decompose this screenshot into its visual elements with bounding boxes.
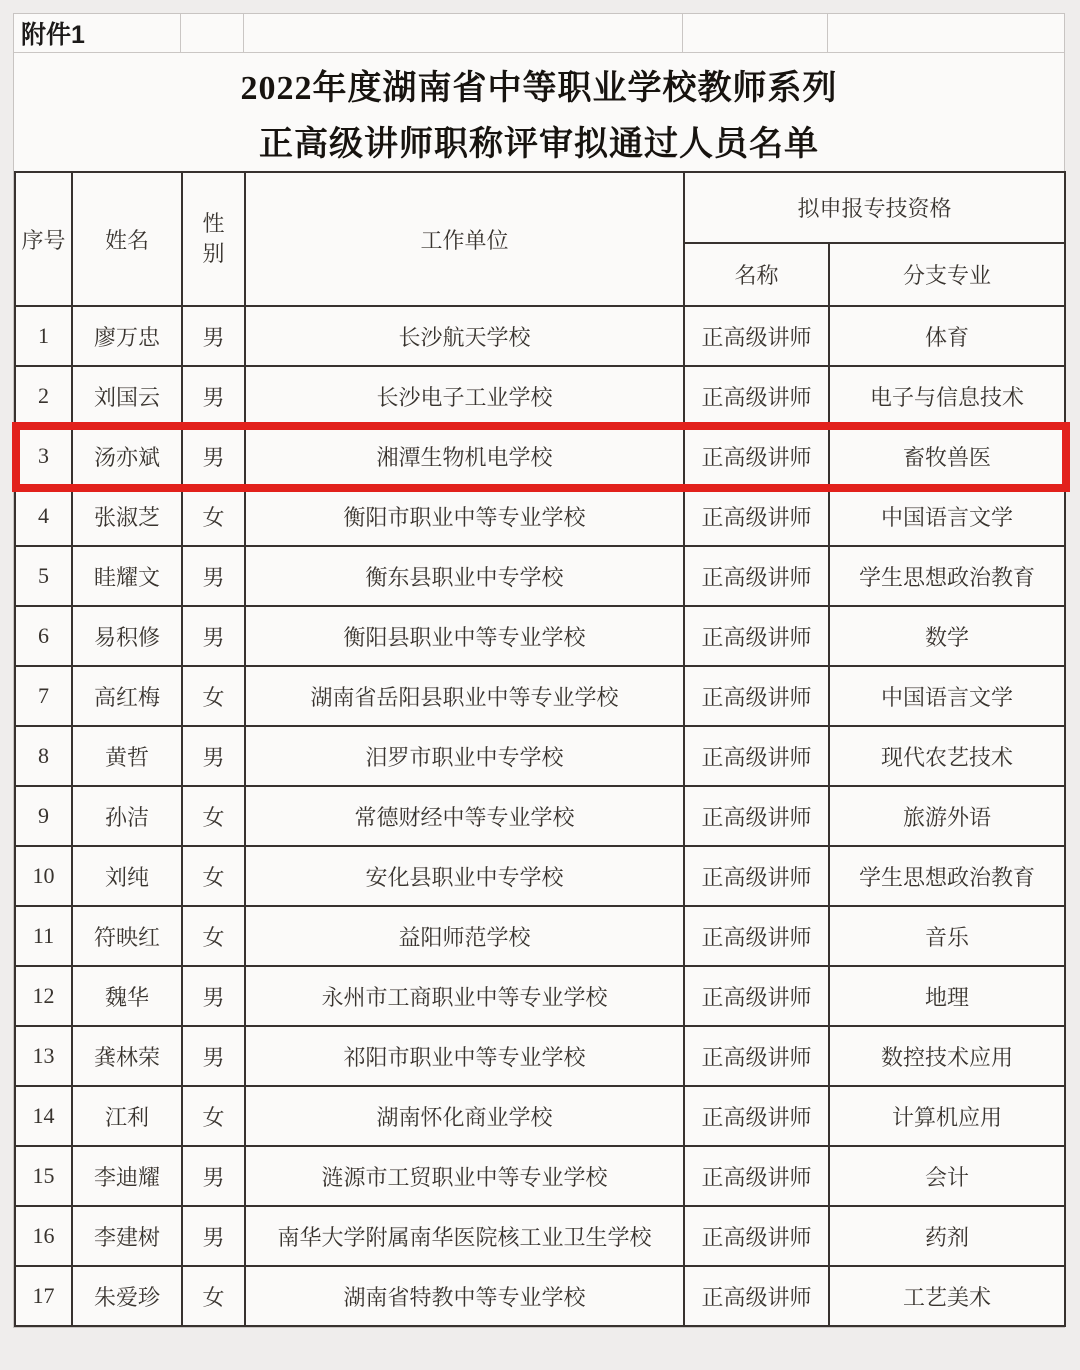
cell-branch-major: 学生思想政治教育: [829, 546, 1065, 606]
table-row: [15, 1266, 1065, 1326]
cell-work-unit: 长沙电子工业学校: [245, 366, 684, 426]
cell-branch-major: 工艺美术: [829, 1266, 1065, 1326]
cell-index: 14: [15, 1086, 72, 1146]
cell-branch-major: 药剂: [829, 1206, 1065, 1266]
header-qualification-name: 名称: [684, 243, 829, 306]
cell-qualification: 正高级讲师: [684, 726, 829, 786]
table-row: [15, 606, 1065, 666]
cell-name: 廖万忠: [72, 306, 182, 366]
cell-branch-major: 会计: [829, 1146, 1065, 1206]
cell-index: 12: [15, 966, 72, 1026]
cell-name: 江利: [72, 1086, 182, 1146]
grid-cell-empty: [828, 14, 1064, 52]
cell-name: 张淑芝: [72, 486, 182, 546]
cell-qualification: 正高级讲师: [684, 1026, 829, 1086]
table-row: [15, 486, 1065, 546]
table-row: [15, 546, 1065, 606]
cell-work-unit: 衡阳县职业中等专业学校: [245, 606, 684, 666]
grid-cell-empty: [683, 14, 828, 52]
cell-name: 李建树: [72, 1206, 182, 1266]
cell-branch-major: 音乐: [829, 906, 1065, 966]
cell-index: 3: [15, 426, 72, 486]
table-row: [15, 306, 1065, 366]
roster-table: [14, 171, 1066, 1327]
cell-branch-major: 中国语言文学: [829, 486, 1065, 546]
header-work-unit: 工作单位: [245, 172, 684, 306]
header-gender-label: 性别: [202, 211, 225, 266]
cell-index: 15: [15, 1146, 72, 1206]
cell-name: 汤亦斌: [72, 426, 182, 486]
cell-qualification: 正高级讲师: [684, 426, 829, 486]
cell-name: 朱爱珍: [72, 1266, 182, 1326]
cell-index: 2: [15, 366, 72, 426]
table-row: [15, 726, 1065, 786]
document-sheet: [13, 13, 1065, 1328]
cell-name: 易积修: [72, 606, 182, 666]
cell-branch-major: 体育: [829, 306, 1065, 366]
table-body: [15, 306, 1065, 1326]
cell-gender: 男: [182, 966, 245, 1026]
cell-gender: 男: [182, 546, 245, 606]
cell-branch-major: 数学: [829, 606, 1065, 666]
cell-branch-major: 数控技术应用: [829, 1026, 1065, 1086]
cell-work-unit: 衡阳市职业中等专业学校: [245, 486, 684, 546]
cell-qualification: 正高级讲师: [684, 486, 829, 546]
attachment-cell: [14, 14, 181, 52]
table-row: [15, 846, 1065, 906]
cell-branch-major: 现代农艺技术: [829, 726, 1065, 786]
cell-qualification: 正高级讲师: [684, 846, 829, 906]
cell-index: 4: [15, 486, 72, 546]
cell-branch-major: 计算机应用: [829, 1086, 1065, 1146]
cell-gender: 男: [182, 606, 245, 666]
header-branch-major: 分支专业: [829, 243, 1065, 306]
cell-work-unit: 益阳师范学校: [245, 906, 684, 966]
table-row: [15, 1206, 1065, 1266]
table-row: [15, 906, 1065, 966]
cell-index: 13: [15, 1026, 72, 1086]
cell-work-unit: 湖南怀化商业学校: [245, 1086, 684, 1146]
cell-name: 孙洁: [72, 786, 182, 846]
cell-gender: 女: [182, 906, 245, 966]
cell-index: 6: [15, 606, 72, 666]
cell-work-unit: 湘潭生物机电学校: [245, 426, 684, 486]
cell-work-unit: 衡东县职业中专学校: [245, 546, 684, 606]
cell-branch-major: 旅游外语: [829, 786, 1065, 846]
cell-work-unit: 涟源市工贸职业中等专业学校: [245, 1146, 684, 1206]
attachment-row: [14, 14, 1064, 53]
cell-index: 16: [15, 1206, 72, 1266]
cell-qualification: 正高级讲师: [684, 1206, 829, 1266]
cell-gender: 女: [182, 1266, 245, 1326]
table-header: [15, 172, 1065, 306]
cell-branch-major: 电子与信息技术: [829, 366, 1065, 426]
cell-gender: 男: [182, 726, 245, 786]
cell-index: 1: [15, 306, 72, 366]
cell-branch-major: 学生思想政治教育: [829, 846, 1065, 906]
cell-qualification: 正高级讲师: [684, 306, 829, 366]
header-index: 序号: [15, 172, 72, 306]
cell-qualification: 正高级讲师: [684, 606, 829, 666]
table-row: [15, 1026, 1065, 1086]
cell-qualification: 正高级讲师: [684, 906, 829, 966]
cell-qualification: 正高级讲师: [684, 786, 829, 846]
cell-qualification: 正高级讲师: [684, 366, 829, 426]
cell-qualification: 正高级讲师: [684, 666, 829, 726]
cell-name: 刘国云: [72, 366, 182, 426]
cell-name: 李迪耀: [72, 1146, 182, 1206]
table-row: [15, 426, 1065, 486]
cell-gender: 女: [182, 666, 245, 726]
header-name: 姓名: [72, 172, 182, 306]
table-row: [15, 666, 1065, 726]
cell-work-unit: 长沙航天学校: [245, 306, 684, 366]
cell-qualification: 正高级讲师: [684, 546, 829, 606]
cell-gender: 女: [182, 786, 245, 846]
cell-branch-major: 地理: [829, 966, 1065, 1026]
cell-qualification: 正高级讲师: [684, 966, 829, 1026]
header-qualification-group: 拟申报专技资格: [684, 172, 1065, 243]
cell-gender: 女: [182, 1086, 245, 1146]
cell-work-unit: 祁阳市职业中等专业学校: [245, 1026, 684, 1086]
table-row: [15, 966, 1065, 1026]
cell-work-unit: 南华大学附属南华医院核工业卫生学校: [245, 1206, 684, 1266]
cell-qualification: 正高级讲师: [684, 1266, 829, 1326]
cell-work-unit: 湖南省特教中等专业学校: [245, 1266, 684, 1326]
cell-gender: 女: [182, 486, 245, 546]
title-line-1: 2022年度湖南省中等职业学校教师系列: [240, 69, 838, 107]
cell-index: 9: [15, 786, 72, 846]
table-row: [15, 366, 1065, 426]
title-line-2: 正高级讲师职称评审拟通过人员名单: [259, 125, 819, 163]
cell-work-unit: 湖南省岳阳县职业中等专业学校: [245, 666, 684, 726]
document-title: [14, 53, 1064, 171]
cell-gender: 男: [182, 1026, 245, 1086]
cell-gender: 女: [182, 846, 245, 906]
cell-qualification: 正高级讲师: [684, 1086, 829, 1146]
cell-index: 7: [15, 666, 72, 726]
cell-name: 符映红: [72, 906, 182, 966]
cell-branch-major: 畜牧兽医: [829, 426, 1065, 486]
cell-qualification: 正高级讲师: [684, 1146, 829, 1206]
cell-name: 眭耀文: [72, 546, 182, 606]
cell-gender: 男: [182, 306, 245, 366]
cell-gender: 男: [182, 1206, 245, 1266]
cell-work-unit: 常德财经中等专业学校: [245, 786, 684, 846]
attachment-label: 附件1: [21, 21, 85, 49]
cell-gender: 男: [182, 1146, 245, 1206]
cell-name: 高红梅: [72, 666, 182, 726]
cell-name: 黄哲: [72, 726, 182, 786]
grid-cell-empty: [244, 14, 683, 52]
table-row: [15, 786, 1065, 846]
cell-work-unit: 汨罗市职业中专学校: [245, 726, 684, 786]
cell-index: 5: [15, 546, 72, 606]
cell-work-unit: 永州市工商职业中等专业学校: [245, 966, 684, 1026]
cell-work-unit: 安化县职业中专学校: [245, 846, 684, 906]
cell-index: 17: [15, 1266, 72, 1326]
cell-gender: 男: [182, 426, 245, 486]
cell-name: 魏华: [72, 966, 182, 1026]
cell-branch-major: 中国语言文学: [829, 666, 1065, 726]
cell-name: 刘纯: [72, 846, 182, 906]
header-gender: [182, 172, 245, 306]
table-row: [15, 1146, 1065, 1206]
cell-gender: 男: [182, 366, 245, 426]
cell-name: 龚林荣: [72, 1026, 182, 1086]
cell-index: 8: [15, 726, 72, 786]
table-row: [15, 1086, 1065, 1146]
grid-cell-empty: [181, 14, 244, 52]
cell-index: 10: [15, 846, 72, 906]
cell-index: 11: [15, 906, 72, 966]
